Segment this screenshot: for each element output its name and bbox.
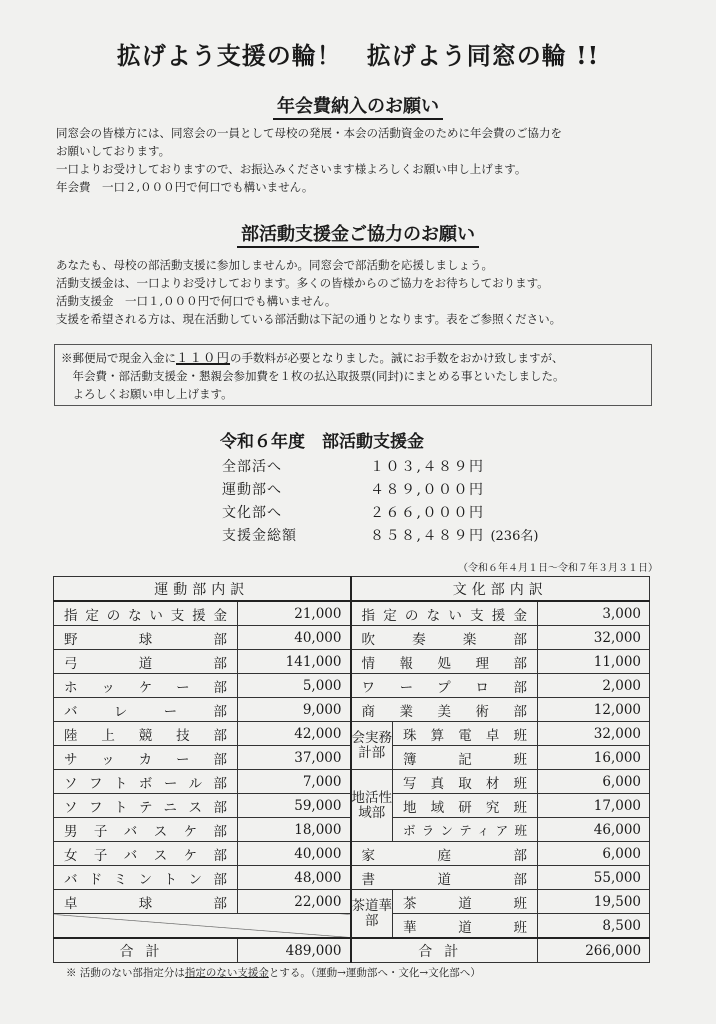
table-row: 簿記班 bbox=[393, 746, 538, 770]
summary-row: 支援金総額 ８５８,４８９円 (236名) bbox=[222, 525, 538, 548]
table-row: ワープロ部 bbox=[351, 674, 538, 698]
table-row: 野球部 bbox=[54, 626, 238, 650]
sports-total-label: 合計 bbox=[54, 938, 238, 963]
summary-list bbox=[222, 456, 538, 548]
club-support-text: あなたも、母校の部活動支援に参加しませんか。同窓会で部活動を応援しましょう。 活動支援金は、一口よりお受けしております。多くの皆様からのご協力をお待ちしております。 活動支援金 一口１,０００円で何口でも構いません。 支援を希望される方は、現在活動している部活動は下記の通りとなります。表をご参照ください。 bbox=[56, 258, 562, 326]
footnote: ※ 活動のない部指定分は指定のない支援金とする。（運動→運動部へ・文化→文化部へ） bbox=[66, 967, 481, 979]
summary-row: 文化部へ ２６６,０００円 bbox=[222, 505, 485, 521]
table-row: バドミントン部 bbox=[54, 866, 238, 890]
postal-fee-notice: ※郵便局で現金入金に１１０円の手数料が必要となりました。誠にお手数をおかけ致しますが、 年会費・部活動支援金・懇親会参加費を１枚の払込取扱票(同封)にまとめる事といたしました。 よろしくお願い申し上げます。 bbox=[54, 344, 652, 406]
table-row: 陸上競技部 bbox=[54, 722, 238, 746]
table-row: 情報処理部 bbox=[351, 650, 538, 674]
table-row: バレー部 bbox=[54, 698, 238, 722]
section-title-club-support: 部活動支援金ご協力のお願い bbox=[0, 220, 716, 246]
culture-total-label: 合計 bbox=[351, 938, 538, 963]
summary-row: 全部活へ １０３,４８９円 bbox=[222, 459, 485, 475]
group-label-sado: 茶道華部 bbox=[351, 890, 393, 939]
table-row: 弓道部 bbox=[54, 650, 238, 674]
table-row: サッカー部 bbox=[54, 746, 238, 770]
table-row: 商業美術部 bbox=[351, 698, 538, 722]
sports-total: 489,000 bbox=[238, 938, 351, 963]
table-row: ソフトテニス部 bbox=[54, 794, 238, 818]
summary-row: 運動部へ ４８９,０００円 bbox=[222, 482, 485, 498]
donor-count: (236名) bbox=[490, 529, 539, 544]
table-row: 吹奏楽部 bbox=[351, 626, 538, 650]
table-row: 女子バスケ部 bbox=[54, 842, 238, 866]
summary-title: 令和６年度 部活動支援金 bbox=[220, 432, 424, 452]
empty-cell bbox=[54, 914, 351, 939]
culture-total: 266,000 bbox=[538, 938, 650, 963]
table-row: 家庭部 bbox=[351, 842, 538, 866]
headline: 拡げよう支援の輪！ 拡げよう同窓の輪 !! bbox=[116, 41, 600, 70]
table-row: 書道部 bbox=[351, 866, 538, 890]
table-row: 男子バスケ部 bbox=[54, 818, 238, 842]
budget-table: 運動部内訳 文化部内訳 指定のない支援金 21,000 指定のない支援金 3,000 野球部 40,000 吹奏楽部 32,000 弓道部 141,000 情報処理部 11,000 ホッケー部 5,000 ワープロ部 2,000 バレー部 9,000 商業美術部 12,000 陸上競技部 42,000 会実務計部 珠算電卓班 32,000 サッカー部 37,000 簿記班 16,000 ソフトボール部 7,000 地活性域部 写真取材班 6,000 ソフトテニス部 59,000 地域研究班 17,000 男子バスケ部 18,000 ボランティア班 46,000 女子バスケ部 40,000 家庭部 6,000 バドミントン部 48,000 書道部 55,000 卓球部 22,000 茶道華部 茶道班 19,500 華道班 8,500 合計 489,000 合計 266,000 bbox=[53, 576, 650, 963]
period-note: （令和６年４月１日～令和７年３月３１日） bbox=[458, 563, 658, 574]
table-row: ソフトボール部 bbox=[54, 770, 238, 794]
table-row: 華道班 bbox=[393, 914, 538, 939]
table-row: 茶道班 bbox=[393, 890, 538, 914]
fee-amount: １１０円 bbox=[176, 350, 231, 365]
section-title-annual-fee: 年会費納入のお願い bbox=[0, 92, 716, 118]
culture-header: 文化部内訳 bbox=[351, 577, 650, 602]
annual-fee-text: 同窓会の皆様方には、同窓会の一員として母校の発展・本会の活動資金のために年会費のご協力を お願いしております。 一口よりお受けしておりますので、お振込みくださいます様よろしくお願い申し上げます。 年会費 一口２,０００円で何口でも構いません。 bbox=[56, 126, 562, 194]
table-row: 珠算電卓班 bbox=[393, 722, 538, 746]
table-row: 卓球部 bbox=[54, 890, 238, 914]
table-row: ホッケー部 bbox=[54, 674, 238, 698]
sports-header: 運動部内訳 bbox=[54, 577, 351, 602]
table-row: 指定のない支援金 bbox=[351, 601, 538, 626]
group-label-jitsumu: 会実務計部 bbox=[351, 722, 393, 770]
group-label-chiiki: 地活性域部 bbox=[351, 770, 393, 842]
table-row: 地域研究班 bbox=[393, 794, 538, 818]
table-row: 写真取材班 bbox=[393, 770, 538, 794]
table-row: ボランティア班 bbox=[393, 818, 538, 842]
table-row: 指定のない支援金 bbox=[54, 601, 238, 626]
